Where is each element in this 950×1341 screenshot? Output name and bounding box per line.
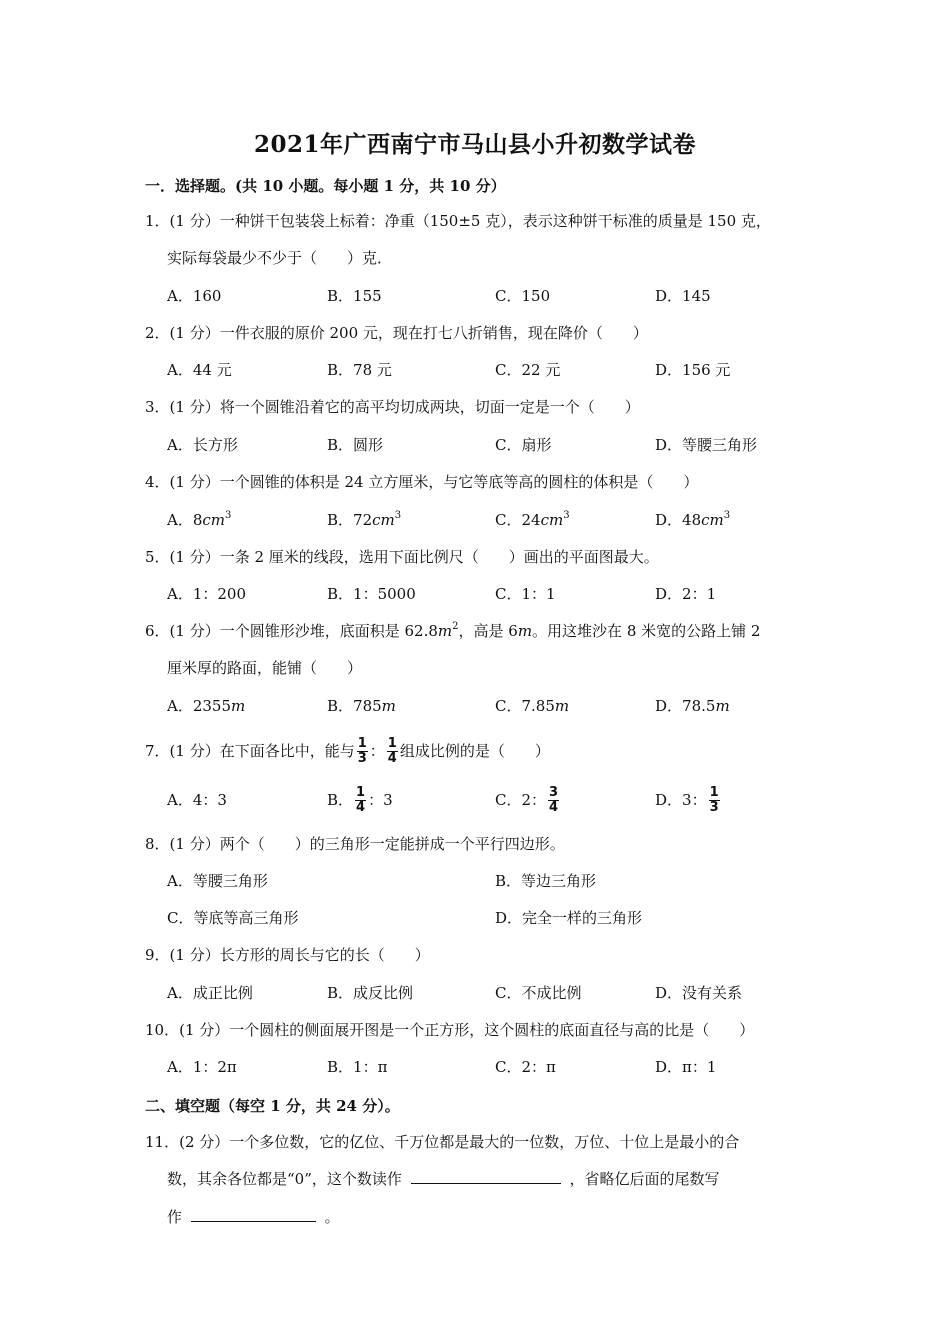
q9-option-b: B．成反比例: [327, 984, 414, 1002]
fraction: [709, 786, 720, 815]
q10-option-a: A．1：2π: [167, 1058, 237, 1076]
fraction-denominator: 3: [709, 799, 719, 815]
section-heading-fill-blank: 二、填空题（每空 1 分，共 24 分）。: [145, 1097, 400, 1115]
q6-option-c-label: C．7.85: [495, 697, 555, 715]
q10-option-b: B．1：π: [327, 1058, 388, 1076]
question-11-text-cont: [167, 1169, 719, 1189]
q10-option-d: D．π：1: [655, 1058, 717, 1076]
q4-option-d: [655, 510, 730, 530]
q10-option-c: C．2：π: [495, 1058, 556, 1076]
question-8-text: 8．(1 分）两个（ ）的三角形一定能拼成一个平行四边形。: [145, 835, 565, 853]
q7-option-d-label: D．3：: [655, 791, 707, 809]
q5-option-b: B．1：5000: [327, 585, 416, 603]
question-6-text-cont: 厘米厚的路面，能铺（ ）: [167, 659, 363, 677]
q3-option-a: A．长方形: [167, 436, 238, 454]
q6-option-a: [167, 696, 245, 716]
section-heading-choice: 一．选择题。(共 10 小题。每小题 1 分，共 10 分）: [145, 177, 506, 195]
q6-option-b-label: B．785: [327, 697, 382, 715]
exponent: 3: [225, 510, 232, 521]
q7-option-c: [495, 782, 561, 818]
question-11-text: 11．(2 分）一个多位数，它的亿位、千万位都是最大的一位数，万位、十位上是最小的合: [145, 1133, 740, 1151]
fraction-denominator: 3: [357, 750, 367, 766]
question-7-text: [145, 733, 550, 769]
q7-option-b-label: B．: [327, 791, 354, 809]
question-5-text: 5．(1 分）一条 2 厘米的线段，选用下面比例尺（ ）画出的平面图最大。: [145, 548, 659, 566]
q5-option-c: C．1：1: [495, 585, 556, 603]
unit-cm: cm: [540, 511, 564, 529]
question-4-text: 4．(1 分）一个圆锥的体积是 24 立方厘米，与它等底等高的圆柱的体积是（ ）: [145, 473, 699, 491]
unit-m: m: [231, 697, 246, 715]
q4-option-b-label: B．72: [327, 511, 373, 529]
q8-option-d: D．完全一样的三角形: [495, 909, 643, 927]
fraction-numerator: 1: [709, 784, 719, 800]
question-3-text: 3．(1 分）将一个圆锥沿着它的高平均切成两块，切面一定是一个（ ）: [145, 398, 640, 416]
unit-cm: cm: [202, 511, 226, 529]
q11-text-part1: 数，其余各位都是“0”，这个数读作: [167, 1170, 402, 1188]
exponent: 3: [394, 510, 402, 521]
q4-option-c: [495, 510, 570, 530]
q6-text-part1: 6．(1 分）一个圆锥形沙堆，底面积是 62.8: [145, 622, 438, 640]
q4-option-a: [167, 510, 231, 530]
q7-option-b: [327, 782, 393, 818]
exponent: 3: [563, 510, 570, 521]
fraction-one-quarter: [387, 737, 398, 766]
q6-option-a-label: A．2355: [167, 697, 232, 715]
question-1-text: 1．(1 分）一种饼干包装袋上标着：净重（150±5 克），表示这种饼干标准的质量是 150 克，: [145, 212, 771, 230]
q6-option-b: [327, 696, 396, 716]
exponent: 3: [723, 510, 731, 521]
q9-option-d: D．没有关系: [655, 984, 743, 1002]
q4-option-a-label: A．8: [167, 511, 203, 529]
q9-option-c: C．不成比例: [495, 984, 582, 1002]
q5-option-d: D．2：1: [655, 585, 717, 603]
ratio-colon: ：: [369, 742, 385, 760]
fraction-denominator: 4: [356, 799, 366, 815]
q4-option-d-label: D．48: [655, 511, 702, 529]
q5-option-a: A．1：200: [167, 585, 247, 603]
fraction-one-third: [357, 737, 368, 766]
answer-blank-read[interactable]: [411, 1169, 561, 1184]
unit-m: m: [517, 622, 533, 640]
unit-m: m: [554, 697, 570, 715]
q3-option-c: C．扇形: [495, 436, 552, 454]
fraction-denominator: 4: [387, 750, 397, 766]
q2-option-c: C．22 元: [495, 361, 561, 379]
q1-option-c: C．150: [495, 287, 551, 305]
q11-text-part4: 。: [324, 1208, 340, 1226]
unit-cm: cm: [372, 511, 395, 529]
q7-option-a: A．4：3: [167, 791, 227, 809]
question-10-text: 10．(1 分）一个圆柱的侧面展开图是一个正方形，这个圆柱的底面直径与高的比是（ ）: [145, 1021, 755, 1039]
q4-option-c-label: C．24: [495, 511, 541, 529]
unit-m: m: [715, 697, 730, 715]
question-9-text: 9．(1 分）长方形的周长与它的长（ ）: [145, 946, 430, 964]
unit-m: m: [437, 622, 453, 640]
fraction: [355, 786, 366, 815]
question-1-text-cont: 实际每袋最少不少于（ ）克．: [167, 249, 393, 267]
q2-option-d: D．156 元: [655, 361, 731, 379]
q2-option-a: A．44 元: [167, 361, 232, 379]
q2-option-b: B．78 元: [327, 361, 392, 379]
q6-option-d: [655, 696, 730, 716]
unit-cm: cm: [701, 511, 724, 529]
fraction: [548, 786, 559, 815]
q3-option-d: D．等腰三角形: [655, 436, 758, 454]
q9-option-a: A．成正比例: [167, 984, 253, 1002]
q1-option-a: A．160: [167, 287, 222, 305]
question-2-text: 2．(1 分）一件衣服的原价 200 元，现在打七八折销售，现在降价（ ）: [145, 324, 648, 342]
q6-option-c: [495, 696, 569, 716]
q6-option-d-label: D．78.5: [655, 697, 716, 715]
q1-option-b: B．155: [327, 287, 382, 305]
q8-option-b: B．等边三角形: [495, 872, 597, 890]
q7-option-c-label: C．2：: [495, 791, 547, 809]
q8-option-c: C．等底等高三角形: [167, 909, 299, 927]
question-11-text-cont2: [167, 1207, 340, 1227]
q6-text-part2: ，高是 6: [458, 622, 518, 640]
fraction-numerator: 1: [356, 784, 366, 800]
q4-option-b: [327, 510, 401, 530]
question-6-text: [145, 621, 760, 641]
q7-text-part1: 7．(1 分）在下面各比中，能与: [145, 742, 355, 760]
fraction-denominator: 4: [549, 799, 559, 815]
unit-m: m: [381, 697, 396, 715]
fraction-numerator: 1: [357, 735, 367, 751]
exponent: 2: [452, 621, 459, 632]
q7-option-b-rest: ：3: [368, 791, 393, 809]
q3-option-b: B．圆形: [327, 436, 384, 454]
answer-blank-approx[interactable]: [191, 1207, 316, 1222]
q11-text-part2: ，省略亿后面的尾数写: [569, 1170, 720, 1188]
q7-text-part2: 组成比例的是（ ）: [399, 742, 550, 760]
q1-option-d: D．145: [655, 287, 711, 305]
q7-option-d: [655, 782, 722, 818]
page-title: 2021年广西南宁市马山县小升初数学试卷: [253, 131, 696, 158]
fraction-numerator: 1: [387, 735, 397, 751]
q11-text-part3: 作: [167, 1208, 183, 1226]
q6-text-part3: 。用这堆沙在 8 米宽的公路上铺 2: [532, 622, 761, 640]
q8-option-a: A．等腰三角形: [167, 872, 268, 890]
fraction-numerator: 3: [549, 784, 559, 800]
